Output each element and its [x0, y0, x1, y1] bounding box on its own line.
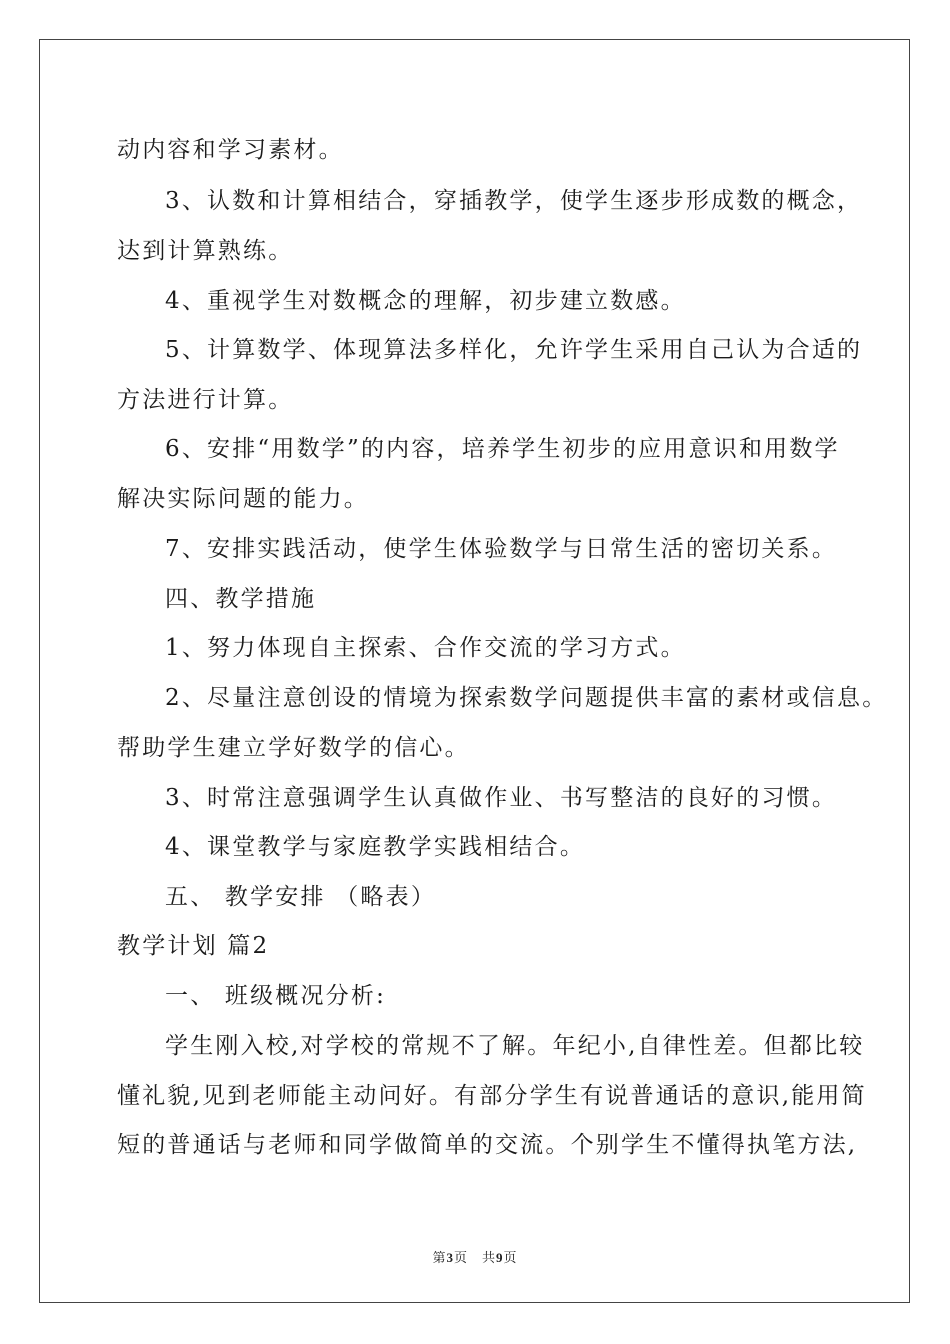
text-line: 懂礼貌,见到老师能主动问好。有部分学生有说普通话的意识,能用简 [117, 1083, 867, 1109]
section-heading: 四、教学措施 [165, 586, 317, 612]
text-line: 方法进行计算。 [117, 387, 294, 413]
footer-prefix: 第 [432, 1250, 447, 1265]
text-line: 7、安排实践活动，使学生体验数学与日常生活的密切关系。 [165, 536, 838, 562]
text-line: 学生刚入校,对学校的常规不了解。年纪小,自律性差。但都比较 [165, 1033, 865, 1059]
text-line: 短的普通话与老师和同学做简单的交流。个别学生不懂得执笔方法, [117, 1132, 858, 1158]
document-subtitle: 教学计划 篇2 [117, 933, 270, 959]
page-footer [0, 1247, 950, 1266]
text-line: 3、时常注意强调学生认真做作业、书写整洁的良好的习惯。 [165, 785, 838, 811]
text-line: 动内容和学习素材。 [117, 137, 344, 163]
page-border [39, 39, 910, 1303]
total-page-count: 9 [496, 1250, 504, 1265]
text-line: 解决实际问题的能力。 [117, 486, 369, 512]
text-line: 帮助学生建立学好数学的信心。 [117, 735, 470, 761]
text-line: 5、计算数学、体现算法多样化，允许学生采用自己认为合适的 [165, 337, 863, 363]
current-page-number: 3 [446, 1250, 454, 1265]
text-line: 2、尽量注意创设的情境为探索数学问题提供丰富的素材或信息。 [165, 685, 888, 711]
footer-suffix: 页 [503, 1250, 518, 1265]
section-heading: 一、 班级概况分析: [165, 983, 387, 1009]
text-line: 4、课堂教学与家庭教学实践相结合。 [165, 834, 586, 860]
text-line: 1、努力体现自主探索、合作交流的学习方式。 [165, 635, 686, 661]
text-line: 3、认数和计算相结合，穿插教学，使学生逐步形成数的概念， [165, 188, 863, 214]
text-line: 4、重视学生对数概念的理解，初步建立数感。 [165, 288, 686, 314]
footer-middle: 页 共 [453, 1250, 496, 1265]
text-line: 6、安排“用数学”的内容，培养学生初步的应用意识和用数学 [165, 436, 840, 462]
section-heading: 五、 教学安排 （略表） [165, 884, 437, 910]
text-line: 达到计算熟练。 [117, 238, 294, 264]
